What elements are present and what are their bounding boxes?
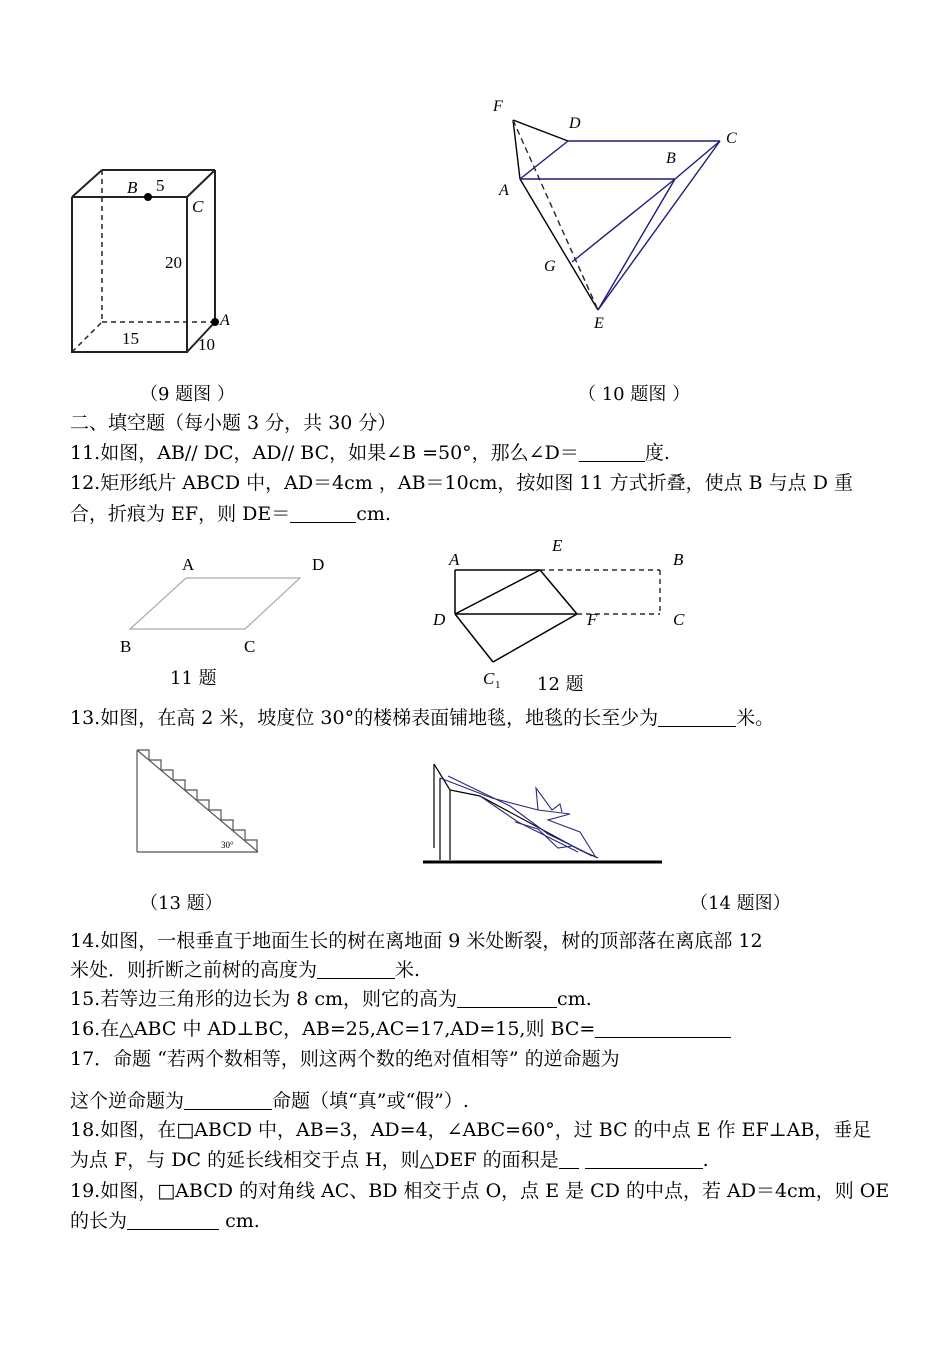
q15-text: 15.若等边三角形的边长为 8 cm，则它的高为 — [70, 988, 458, 1010]
fig9-label-a: A — [220, 312, 230, 329]
q18-answer-blank-b[interactable] — [585, 1150, 703, 1169]
q19-line1: 19.如图，□ABCD 的对角线 AC、BD 相交于点 O，点 E 是 CD 的中点，若 AD＝4cm，则 OE — [70, 1180, 890, 1202]
q19-text: 的长为 — [70, 1210, 128, 1232]
fig9-label-20: 20 — [165, 253, 182, 272]
fig12-label-c: C — [673, 610, 685, 629]
fig12-caption: 12 题 — [537, 674, 584, 695]
q18-tail: . — [702, 1149, 709, 1171]
fig12-label-c1-sub: 1 — [495, 679, 501, 691]
figure-9-cuboid — [60, 160, 250, 360]
fig9-label-b: B — [127, 178, 138, 197]
fig13-angle-label: 30° — [221, 840, 234, 850]
fig10-label-a: A — [499, 182, 509, 199]
q14-unit: 米. — [395, 959, 421, 981]
fig10-label-f: F — [493, 98, 503, 115]
q14-text: 米处．则折断之前树的高度为 — [70, 959, 318, 981]
point-b-dot — [144, 193, 152, 201]
q17-answer-blank[interactable] — [184, 1091, 272, 1110]
fig11-label-a: A — [182, 555, 195, 574]
question-15 — [70, 987, 592, 1011]
fig12-label-b: B — [673, 550, 684, 569]
figure-13-staircase — [130, 742, 270, 860]
question-14 — [70, 958, 420, 982]
fig9-label-10: 10 — [198, 335, 215, 354]
fig12-label-c1: C — [483, 669, 495, 688]
q17-text: 这个逆命题为 — [70, 1090, 185, 1112]
q18-text: 为点 F，与 DC 的延长线相交于点 H，则△DEF 的面积是 — [70, 1149, 559, 1171]
figure-10 — [480, 95, 760, 340]
fig9-label-15: 15 — [122, 329, 139, 348]
question-16 — [70, 1017, 731, 1041]
q12-unit: cm. — [356, 503, 391, 525]
fig9-label-5: 5 — [156, 176, 165, 195]
q12-answer-blank[interactable] — [290, 504, 356, 523]
q12-line1: 12.矩形纸片 ABCD 中，AD＝4cm ，AB＝10cm，按如图 11 方式折叠，使点 B 与点 D 重 — [70, 472, 853, 494]
fig12-label-f: F — [587, 610, 598, 629]
question-19 — [70, 1209, 260, 1233]
q11-unit: 度. — [644, 442, 670, 464]
q19-unit: cm. — [225, 1210, 260, 1232]
q11-answer-blank[interactable] — [579, 443, 645, 462]
q14-line1: 14.如图，一根垂直于地面生长的树在离地面 9 米处断裂，树的顶部落在离底部 12 — [70, 930, 763, 952]
question-12 — [70, 502, 391, 526]
q13-text: 13.如图，在高 2 米，坡度位 30°的楼梯表面铺地毯，地毯的长至少为 — [70, 707, 659, 729]
fig11-label-b: B — [120, 637, 132, 656]
fig10-label-b: B — [666, 150, 676, 167]
q17-tail: 命题（填“真”或“假”）. — [272, 1090, 469, 1112]
q13-unit: 米。 — [736, 707, 775, 729]
q15-unit: cm. — [557, 988, 592, 1010]
fig10-caption: （ 10 题图 ） — [578, 384, 691, 405]
section-heading: 二、填空题（每小题 3 分，共 30 分） — [70, 412, 397, 434]
q12-text: 合，折痕为 EF，则 DE＝ — [70, 503, 291, 525]
question-18 — [70, 1148, 709, 1172]
question-13 — [70, 706, 774, 730]
fig10-label-c: C — [726, 130, 737, 147]
fig12-label-d: D — [433, 610, 446, 629]
q19-answer-blank[interactable] — [127, 1211, 219, 1230]
fig11-label-c: C — [244, 637, 256, 656]
fig11-caption: 11 题 — [170, 668, 217, 689]
fig12-label-a: A — [449, 550, 460, 569]
question-17 — [70, 1089, 469, 1113]
fig12-label-e: E — [552, 536, 563, 555]
q17-line1: 17．命题 “若两个数相等，则这两个数的绝对值相等” 的逆命题为 — [70, 1048, 620, 1070]
fig9-caption: （9 题图 ） — [140, 384, 235, 405]
q18-line1: 18.如图，在□ABCD 中，AB=3，AD=4，∠ABC=60°，过 BC 的中点 E 作 EF⊥AB，垂足 — [70, 1119, 872, 1141]
fig13-caption: （13 题） — [140, 893, 223, 914]
q14-answer-blank[interactable] — [317, 960, 395, 979]
q11-text: 11.如图，AB// DC，AD// BC，如果∠B =50°，那么∠D＝ — [70, 442, 579, 464]
point-a-dot — [211, 318, 219, 326]
figure-14-broken-tree — [420, 752, 670, 867]
figure-11-parallelogram — [110, 548, 340, 658]
question-11 — [70, 441, 670, 465]
q18-answer-blank-a[interactable] — [559, 1150, 579, 1169]
q16-text: 16.在△ABC 中 AD⊥BC，AB=25,AC=17,AD=15,则 BC= — [70, 1018, 596, 1040]
q13-answer-blank[interactable] — [658, 708, 736, 727]
fig14-caption: （14 题图） — [690, 893, 791, 914]
fig10-label-g: G — [544, 258, 556, 275]
fig10-label-d: D — [569, 115, 581, 132]
fig9-label-c: C — [192, 197, 204, 216]
q15-answer-blank[interactable] — [457, 989, 557, 1008]
figure-12-folded-rectangle — [425, 532, 705, 692]
fig11-label-d: D — [312, 555, 325, 574]
fig10-label-e: E — [594, 315, 604, 332]
q16-answer-blank[interactable] — [595, 1019, 731, 1038]
